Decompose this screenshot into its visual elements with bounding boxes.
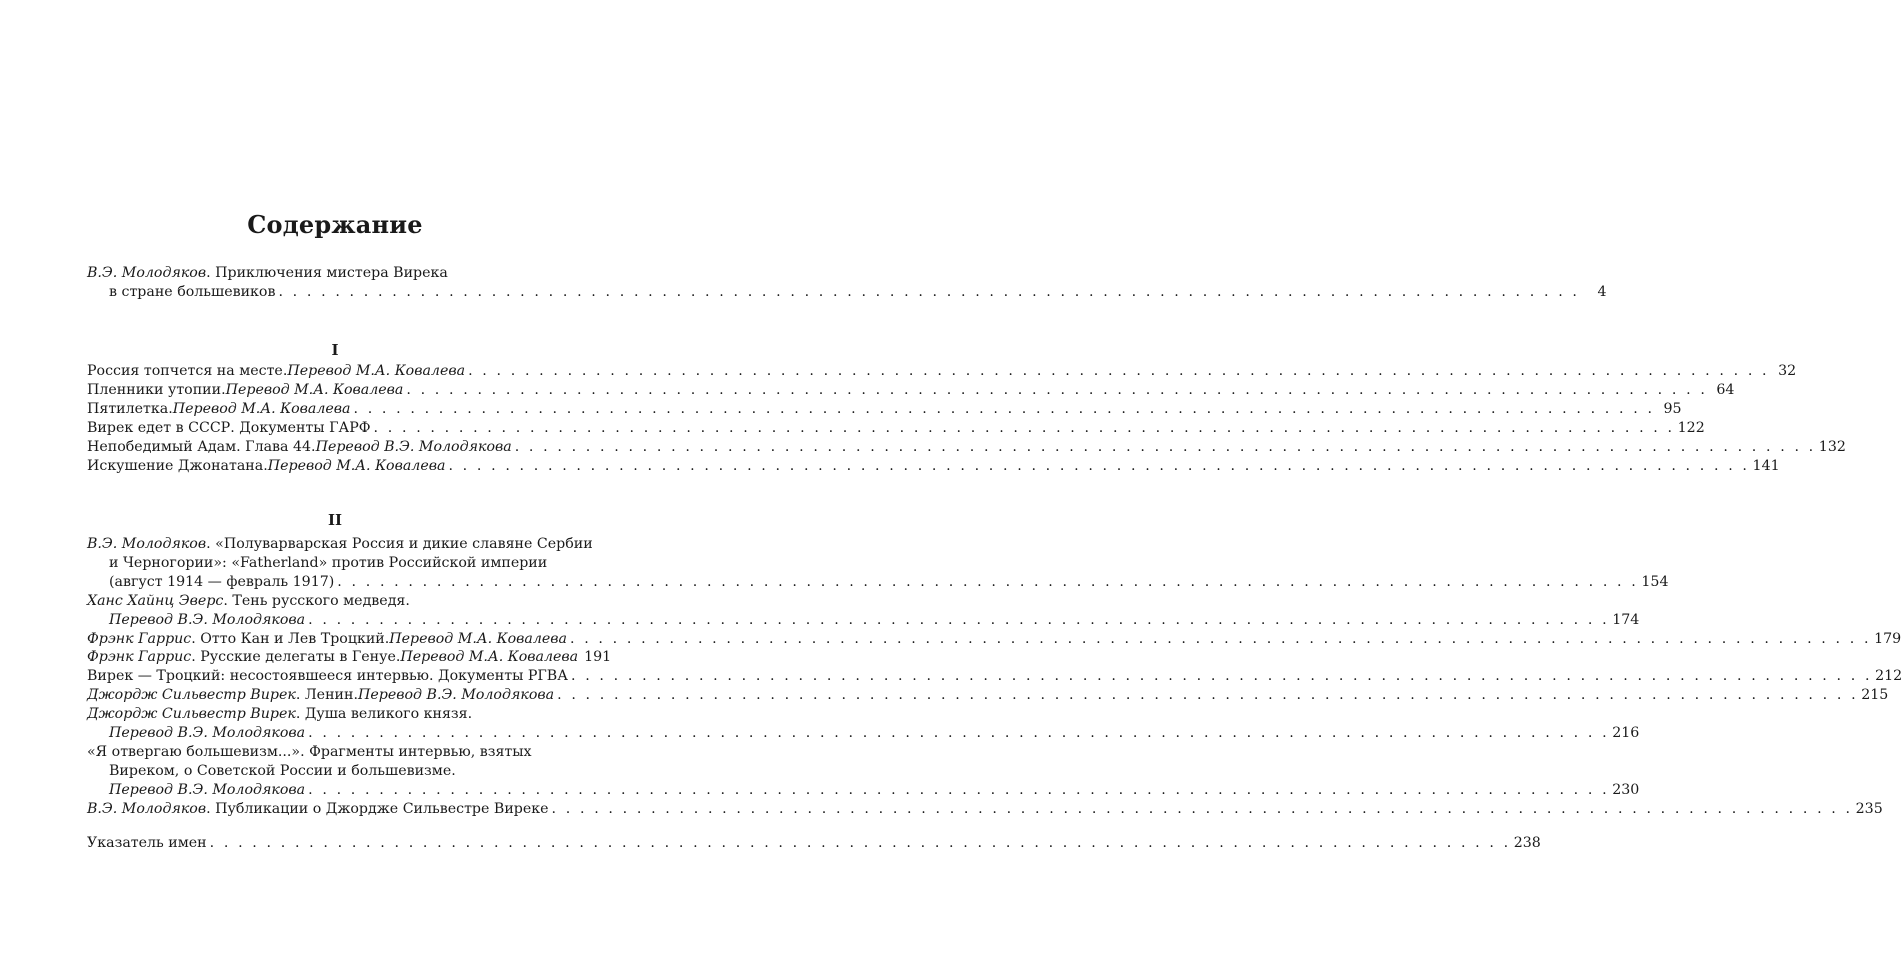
leader-dots: . . . . . . . . . . . . . . . . . . . . . . . . . . . . . . . . . . . . . . . . . . . . . . . . . . . . . . . . . . . . . . . . . . . . . . . . . . . . . . . . . . . . . . . . . . . . (308, 611, 1610, 628)
toc-entry: Россия топчется на месте. Перевод М.А. Ковалева . . . . . . . . . . . . . . . . . . . . . . . . . . . . . . . . . . . . . . . . . . . . . . . . . . . . . . . . . . . . . . . . . . . . . . . . . . . . . . . . . . . . . . . . . . . . 32 (87, 363, 1797, 379)
toc-section-2: В.Э. Молодяков . «Полуварварская Россия и дикие славяне Сербии и Черногории»: «Fatherland» против Российской империи (август 1914 — февраль 1917) . . . . . . . . . . . . . . . . . . . . . . . . . . . . . . . . . . . . . . . . . . . . . . . . . . . . . . . . . . . . . . . . . . . . . . . . . . . . . . . . . . . . . . . . . . . . 154 Ханс Хайнц Эверс . Тень русского медведя. Перевод В.Э. Молодякова . . . . . . . . . . . . . . . . . . . . . . . . . . . . . . . . . . . . . . . . . . . . . . . . . . . . . . . . . . . . . . . . . . . . . . . . . . . . . . . . . . . . . . . . . . . . 174 Фрэнк Гаррис . Отто Кан и Лев Троцкий. Перевод М.А. Ковалева . . . . . . . . . . . . . . . . . . . . . . . . . . . . . . . . . . . . . . . . . . . . . . . . . . . . . . . . . . . . . . . . . . . . . . . . . . . . . . . . . . . . . . . . . . . . 179 Фрэнк Гаррис . Русские делегаты в Генуе. Перевод М.А. Ковалева 191 Вирек — Троцкий: несостоявшееся интервью. Документы РГВА . . . . . . . . . . . . . . . . . . . . . . . . . . . . . . . . . . . . . . . . . . . . . . . . . . . . . . . . . . . . . . . . . . . . . . . . . . . . . . . . . . . . . . . . . . . . 212 Джордж Сильвестр Вирек . Ленин. Перевод В.Э. Молодякова . . . . . . . . . . . . . . . . . . . . . . . . . . . . . . . . . . . . . . . . . . . . . . . . . . . . . . . . . . . . . . . . . . . . . . . . . . . . . . . . . . . . . . . . . . . . 215 Джордж Сильвестр Вирек . Душа великого князя. Перевод В.Э. Молодякова . . . . . . . . . . . . . . . . . . . . . . . . . . . . . . . . . . . . . . . . . . . . . . . . . . . . . . . . . . . . . . . . . . . . . . . . . . . . . . . . . . . . . . . . . . . . 216 «Я отвергаю большевизм...». Фрагменты интервью, взятых Виреком, о Советской России и большевизме. Перевод В.Э. Молодякова . . . . . . . . . . . . . . . . . . . . . . . . . . . . . . . . . . . . . . . . . . . . . . . . . . . . . . . . . . . . . . . . . . . . . . . . . . . . . . . . . . . . . . . . . . . . 230 В.Э. Молодяков . Публикации о Джордже Сильвестре Виреке . . . . . . . . . . . . . . . . . . . . . . . . . . . . . . . . . . . . . . . . . . . . . . . . . . . . . . . . . . . . . . . . . . . . . . . . . . . . . . . . . . . . . . . . . . . . 235 (87, 536, 1902, 817)
toc-entry: Вирек — Троцкий: несостоявшееся интервью. Документы РГВА . . . . . . . . . . . . . . . . . . . . . . . . . . . . . . . . . . . . . . . . . . . . . . . . . . . . . . . . . . . . . . . . . . . . . . . . . . . . . . . . . . . . . . . . . . . . 212 (87, 668, 1902, 685)
leader-dots: . . . . . . . . . . . . . . . . . . . . . . . . . . . . . . . . . . . . . . . . . . . . . . . . . . . . . . . . . . . . . . . . . . . . . . . . . . . . . . . . . . . . . . . . . . . . (468, 363, 1770, 379)
page-number: 64 (1716, 381, 1735, 398)
page-number: 174 (1612, 611, 1640, 628)
toc-index (87, 834, 1541, 853)
page-number: 230 (1612, 781, 1640, 798)
page-number: 132 (1818, 438, 1846, 455)
leader-dots: . . . . . . . . . . . . . . . . . . . . . . . . . . . . . . . . . . . . . . . . . . . . . . . . . . . . . . . . . . . . . . . . . . . . . . . . . . . . . . . . . . . . . . . . . . . . (570, 668, 1873, 685)
leader-dots: . . . . . . . . . . . . . . . . . . . . . . . . . . . . . . . . . . . . . . . . . . . . . . . . . . . . . . . . . . . . . . . . . . . . . . . . . . . . . . . . . . . . . . . . . . . . (448, 457, 1750, 474)
toc-entry: Искушение Джонатана. Перевод М.А. Ковалева . . . . . . . . . . . . . . . . . . . . . . . . . . . . . . . . . . . . . . . . . . . . . . . . . . . . . . . . . . . . . . . . . . . . . . . . . . . . . . . . . . . . . . . . . . . . 141 (87, 457, 1780, 474)
toc-entry: Пятилетка. Перевод М.А. Ковалева . . . . . . . . . . . . . . . . . . . . . . . . . . . . . . . . . . . . . . . . . . . . . . . . . . . . . . . . . . . . . . . . . . . . . . . . . . . . . . . . . . . . . . . . . . . . 95 (87, 400, 1682, 417)
entry-title-cont: в стране большевиков (109, 283, 276, 300)
leader-dots: . . . . . . . . . . . . . . . . . . . . . . . . . . . . . . . . . . . . . . . . . . . . . . . . . . . . . . . . . . . . . . . . . . . . . . . . . . . . . . . . . . . . . . . . . . . . (308, 725, 1610, 742)
toc-entry: Указатель имен . . . . . . . . . . . . . . . . . . . . . . . . . . . . . . . . . . . . . . . . . . . . . . . . . . . . . . . . . . . . . . . . . . . . . . . . . . . . . . . . . . . . . . . . . . . . 238 (87, 835, 1541, 851)
toc-entry: Джордж Сильвестр Вирек . Душа великого князя. (87, 706, 473, 723)
section-heading-2: II (327, 511, 343, 529)
leader-dots: . . . . . . . . . . . . . . . . . . . . . . . . . . . . . . . . . . . . . . . . . . . . . . . . . . . . . . . . . . . . . . . . . . . . . . . . . . . . . . . . . . . . . . . . . . . . (569, 630, 1872, 647)
toc-entry: Пленники утопии. Перевод М.А. Ковалева . . . . . . . . . . . . . . . . . . . . . . . . . . . . . . . . . . . . . . . . . . . . . . . . . . . . . . . . . . . . . . . . . . . . . . . . . . . . . . . . . . . . . . . . . . . . 64 (87, 381, 1735, 398)
leader-dots: . . . . . . . . . . . . . . . . . . . . . . . . . . . . . . . . . . . . . . . . . . . . . . . . . . . . . . . . . . . . . . . . . . . . . . . . . . . . . . . . . . . . . . . . . . . . (406, 381, 1708, 398)
leader-dots: . . . . . . . . . . . . . . . . . . . . . . . . . . . . . . . . . . . . . . . . . . . . . . . . . . . . . . . . . . . . . . . . . . . . . . . . . . . . . . . . . . . . . . . . . . . . (373, 419, 1675, 436)
toc-entry: Ханс Хайнц Эверс . Тень русского медведя. (87, 592, 410, 609)
leader-dots: . . . . . . . . . . . . . . . . . . . . . . . . . . . . . . . . . . . . . . . . . . . . . . . . . . . . . . . . . . . . . . . . . . . . . . . . . . . . . . . . . . . . . . . . . . . . (209, 835, 1511, 851)
page-number: 212 (1875, 668, 1902, 685)
page-number: 141 (1752, 457, 1780, 474)
leader-dots: . . . . . . . . . . . . . . . . . . . . . . . . . . . . . . . . . . . . . . . . . . . . . . . . . . . . . . . . . . . . . . . . . . . . . . . . . . . . . . . . . . . . . . . . . . . . (353, 400, 1655, 417)
page-number: 191 (584, 649, 612, 666)
entry-author: В.Э. Молодяков (87, 265, 207, 281)
toc-entry: Джордж Сильвестр Вирек . Ленин. Перевод В.Э. Молодякова . . . . . . . . . . . . . . . . . . . . . . . . . . . . . . . . . . . . . . . . . . . . . . . . . . . . . . . . . . . . . . . . . . . . . . . . . . . . . . . . . . . . . . . . . . . . 215 (87, 687, 1889, 704)
leader-dots: . . . . . . . . . . . . . . . . . . . . . . . . . . . . . . . . . . . . . . . . . . . . . . . . . . . . . . . . . . . . . . . . . . . . . . . . . . . . . . . . . . . . . . . . . . . . (551, 800, 1853, 817)
page-number: 122 (1677, 419, 1705, 436)
page-number: 179 (1874, 630, 1902, 647)
page-number: 235 (1855, 800, 1883, 817)
leader-dots: . . . . . . . . . . . . . . . . . . . . . . . . . . . . . . . . . . . . . . . . . . . . . . . . . . . . . . . . . . . . . . . . . . . . . . . . . . . . . . . . . . . . . . . . . . . . (337, 573, 1639, 590)
page-number: 4 (1597, 283, 1607, 300)
toc-entry: Фрэнк Гаррис . Отто Кан и Лев Троцкий. Перевод М.А. Ковалева . . . . . . . . . . . . . . . . . . . . . . . . . . . . . . . . . . . . . . . . . . . . . . . . . . . . . . . . . . . . . . . . . . . . . . . . . . . . . . . . . . . . . . . . . . . . 179 (87, 630, 1902, 647)
leader-dots: . . . . . . . . . . . . . . . . . . . . . . . . . . . . . . . . . . . . . . . . . . . . . . . . . . . . . . . . . . . . . . . . . . . . . . . . . . . . . . . . . . . . . . . . . . . . (278, 283, 1580, 300)
leader-dots: . . . . . . . . . . . . . . . . . . . . . . . . . . . . . . . . . . . . . . . . . . . . . . . . . . . . . . . . . . . . . . . . . . . . . . . . . . . . . . . . . . . . . . . . . . . . (557, 687, 1859, 704)
entry-title: . Приключения мистера Вирека (206, 265, 448, 281)
toc-section-1 (87, 362, 1846, 475)
section-heading-1: I (331, 341, 339, 359)
toc-intro (87, 264, 1607, 302)
page-number: 238 (1513, 835, 1541, 851)
toc-entry: Фрэнк Гаррис . Русские делегаты в Генуе. Перевод М.А. Ковалева 191 (87, 649, 612, 666)
leader-dots: . . . . . . . . . . . . . . . . . . . . . . . . . . . . . . . . . . . . . . . . . . . . . . . . . . . . . . . . . . . . . . . . . . . . . . . . . . . . . . . . . . . . . . . . . . . . (514, 438, 1816, 455)
page-number: 215 (1861, 687, 1889, 704)
toc-entry: «Я отвергаю большевизм...». Фрагменты интервью, взятых (87, 743, 532, 760)
page-number: 216 (1612, 725, 1640, 742)
toc-entry: В.Э. Молодяков . «Полуварварская Россия и дикие славяне Сербии (87, 536, 593, 552)
toc-entry: Вирек едет в СССР. Документы ГАРФ . . . . . . . . . . . . . . . . . . . . . . . . . . . . . . . . . . . . . . . . . . . . . . . . . . . . . . . . . . . . . . . . . . . . . . . . . . . . . . . . . . . . . . . . . . . . 122 (87, 419, 1705, 436)
toc-entry: Непобедимый Адам. Глава 44. Перевод В.Э. Молодякова . . . . . . . . . . . . . . . . . . . . . . . . . . . . . . . . . . . . . . . . . . . . . . . . . . . . . . . . . . . . . . . . . . . . . . . . . . . . . . . . . . . . . . . . . . . . 132 (87, 438, 1846, 455)
toc-entry: В.Э. Молодяков . Публикации о Джордже Сильвестре Виреке . . . . . . . . . . . . . . . . . . . . . . . . . . . . . . . . . . . . . . . . . . . . . . . . . . . . . . . . . . . . . . . . . . . . . . . . . . . . . . . . . . . . . . . . . . . . 235 (87, 800, 1883, 817)
page-number: 32 (1778, 363, 1797, 379)
leader-dots: . . . . . . . . . . . . . . . . . . . . . . . . . . . . . . . . . . . . . . . . . . . . . . . . . . . . . . . . . . . . . . . . . . . . . . . . . . . . . . . . . . . . . . . . . . . . (308, 781, 1610, 798)
page-number: 95 (1663, 400, 1682, 417)
page-number: 154 (1641, 573, 1669, 590)
page-title: Содержание (247, 210, 423, 239)
toc-entry (87, 264, 1607, 302)
